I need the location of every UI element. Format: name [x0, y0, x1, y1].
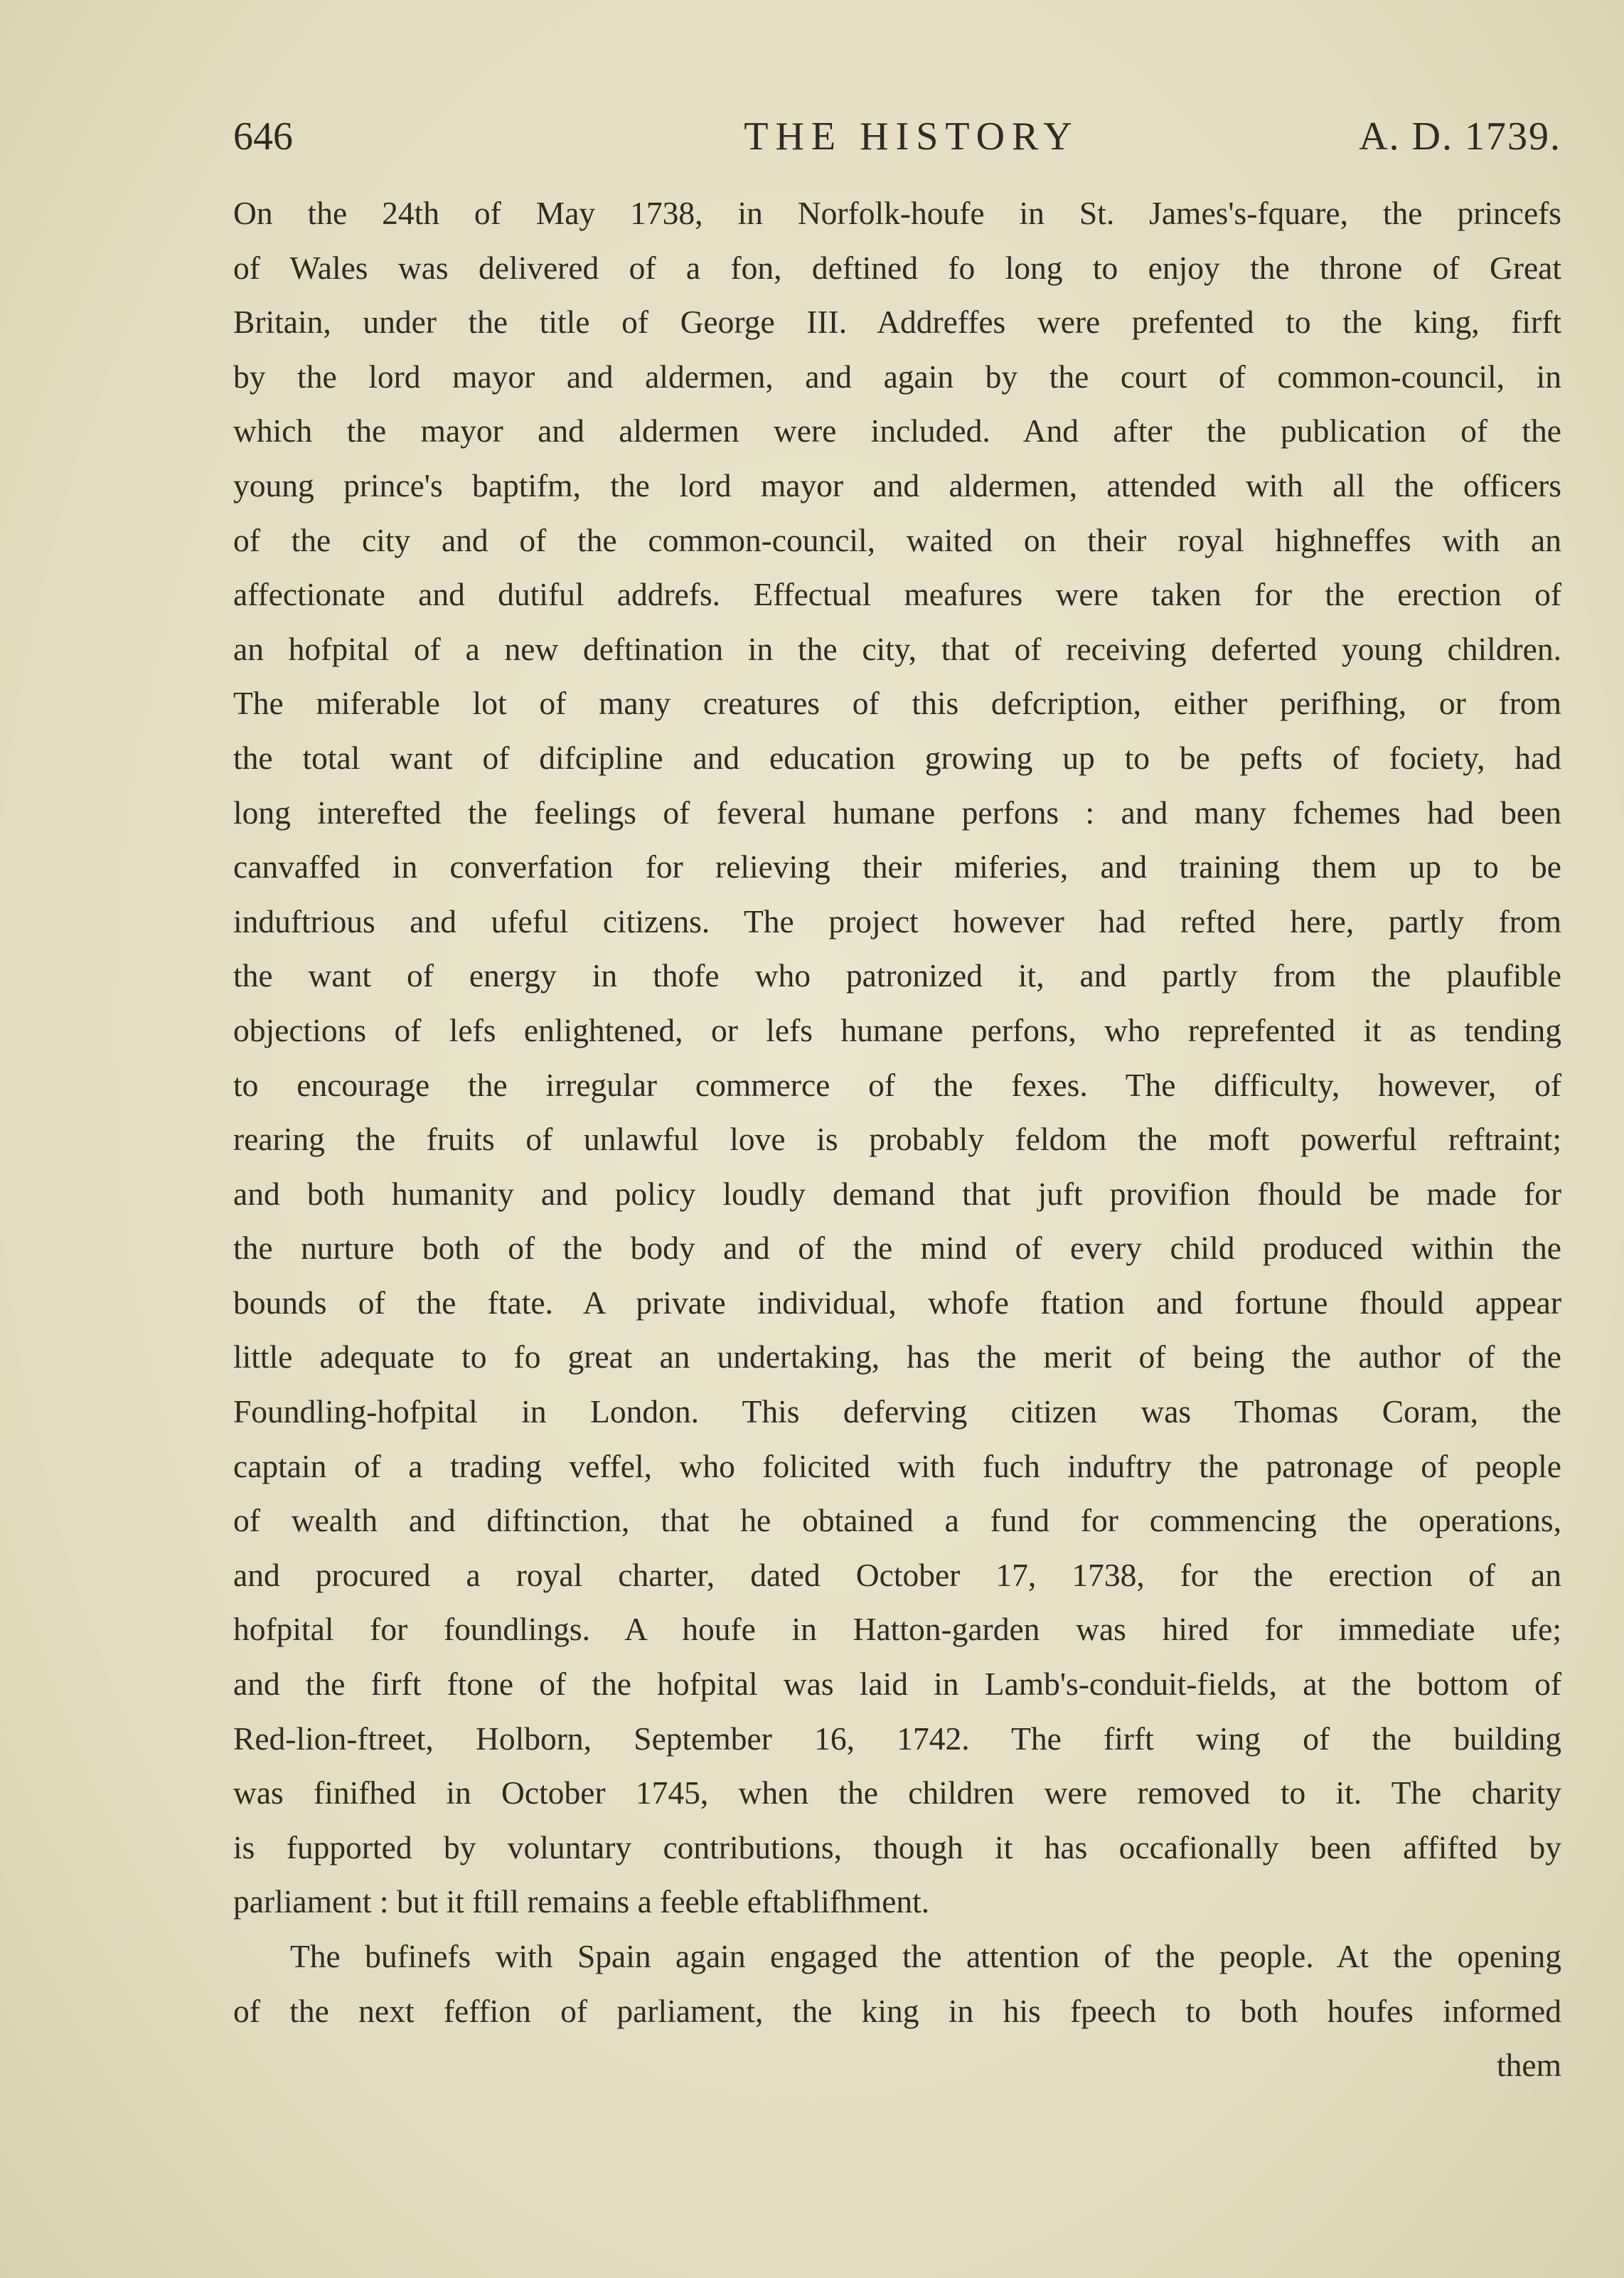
- text-line: objections of lefs enlightened, or lefs humane perfons, who reprefented it as tending: [233, 1011, 1561, 1048]
- text-line: hofpital for foundlings. A houfe in Hatton-garden was hired for immediate ufe;: [233, 1611, 1561, 1648]
- text-line: young prince's baptifm, the lord mayor and aldermen, attended with all the officers: [233, 467, 1561, 504]
- text-line: canvaffed in converfation for relieving their miferies, and training them up to be: [233, 848, 1561, 885]
- text-line: little adequate to fo great an undertaking, has the merit of being the author of the: [233, 1338, 1561, 1375]
- text-line: of Wales was delivered of a fon, deftined fo long to enjoy the throne of Great: [233, 249, 1561, 286]
- text-line: Red-lion-ftreet, Holborn, September 16, 1742. The firft wing of the building: [233, 1720, 1561, 1757]
- page-number: 646: [233, 115, 293, 159]
- text-line: and both humanity and policy loudly demand that juft provifion fhould be made for: [233, 1175, 1561, 1212]
- text-line: rearing the fruits of unlawful love is probably feldom the moft powerful reftraint;: [233, 1121, 1561, 1158]
- text-line: was finifhed in October 1745, when the children were removed to it. The charity: [233, 1774, 1561, 1811]
- text-line: long interefted the feelings of feveral humane perfons : and many fchemes had been: [233, 794, 1561, 831]
- text-line: On the 24th of May 1738, in Norfolk-houfe in St. James's-fquare, the princefs: [233, 195, 1561, 231]
- text-line: captain of a trading veffel, who folicited with fuch induftry the patronage of people: [233, 1447, 1561, 1484]
- text-line: the total want of difcipline and education growing up to be pefts of fociety, had: [233, 739, 1561, 776]
- text-line: of wealth and diftinction, that he obtained a fund for commencing the operations,: [233, 1502, 1561, 1539]
- text-line: parliament : but it ftill remains a feeble eftablifhment.: [233, 1883, 930, 1920]
- text-line: Britain, under the title of George III. Addreffes were prefented to the king, firft: [233, 304, 1561, 341]
- text-line: and procured a royal charter, dated October 17, 1738, for the erection of an: [233, 1556, 1561, 1593]
- text-line: affectionate and dutiful addrefs. Effectual meafures were taken for the erection of: [233, 576, 1561, 613]
- text-line: of the next feffion of parliament, the king in his fpeech to both houfes informed: [233, 1992, 1561, 2029]
- body-text: [233, 186, 1561, 2093]
- text-line: The bufinefs with Spain again engaged the attention of the people. At the opening: [290, 1938, 1561, 1974]
- text-line: the nurture both of the body and of the mind of every child produced within the: [233, 1230, 1561, 1267]
- header-year: A. D. 1739.: [1359, 115, 1561, 159]
- text-line: Foundling-hofpital in London. This deferving citizen was Thomas Coram, the: [233, 1393, 1561, 1430]
- text-line: which the mayor and aldermen were included. And after the publication of the: [233, 413, 1561, 449]
- text-line: by the lord mayor and aldermen, and again by the court of common-council, in: [233, 358, 1561, 395]
- running-title: THE HISTORY: [744, 115, 1079, 159]
- text-line: and the firft ftone of the hofpital was laid in Lamb's-conduit-fields, at the bottom of: [233, 1666, 1561, 1703]
- text-line: is fupported by voluntary contributions, though it has occafionally been affifted by: [233, 1829, 1561, 1865]
- text-line: induftrious and ufeful citizens. The project however had refted here, partly from: [233, 903, 1561, 940]
- text-line: to encourage the irregular commerce of the fexes. The difficulty, however, of: [233, 1066, 1561, 1103]
- catchword: them: [1497, 2047, 1561, 2084]
- page-header: [233, 108, 1561, 165]
- text-line: The miferable lot of many creatures of this defcription, either perifhing, or from: [233, 685, 1561, 722]
- text-line: bounds of the ftate. A private individual, whofe ftation and fortune fhould appear: [233, 1284, 1561, 1321]
- text-line: an hofpital of a new deftination in the city, that of receiving deferted young children.: [233, 630, 1561, 667]
- text-line: the want of energy in thofe who patronized it, and partly from the plaufible: [233, 957, 1561, 994]
- text-line: of the city and of the common-council, waited on their royal highneffes with an: [233, 521, 1561, 558]
